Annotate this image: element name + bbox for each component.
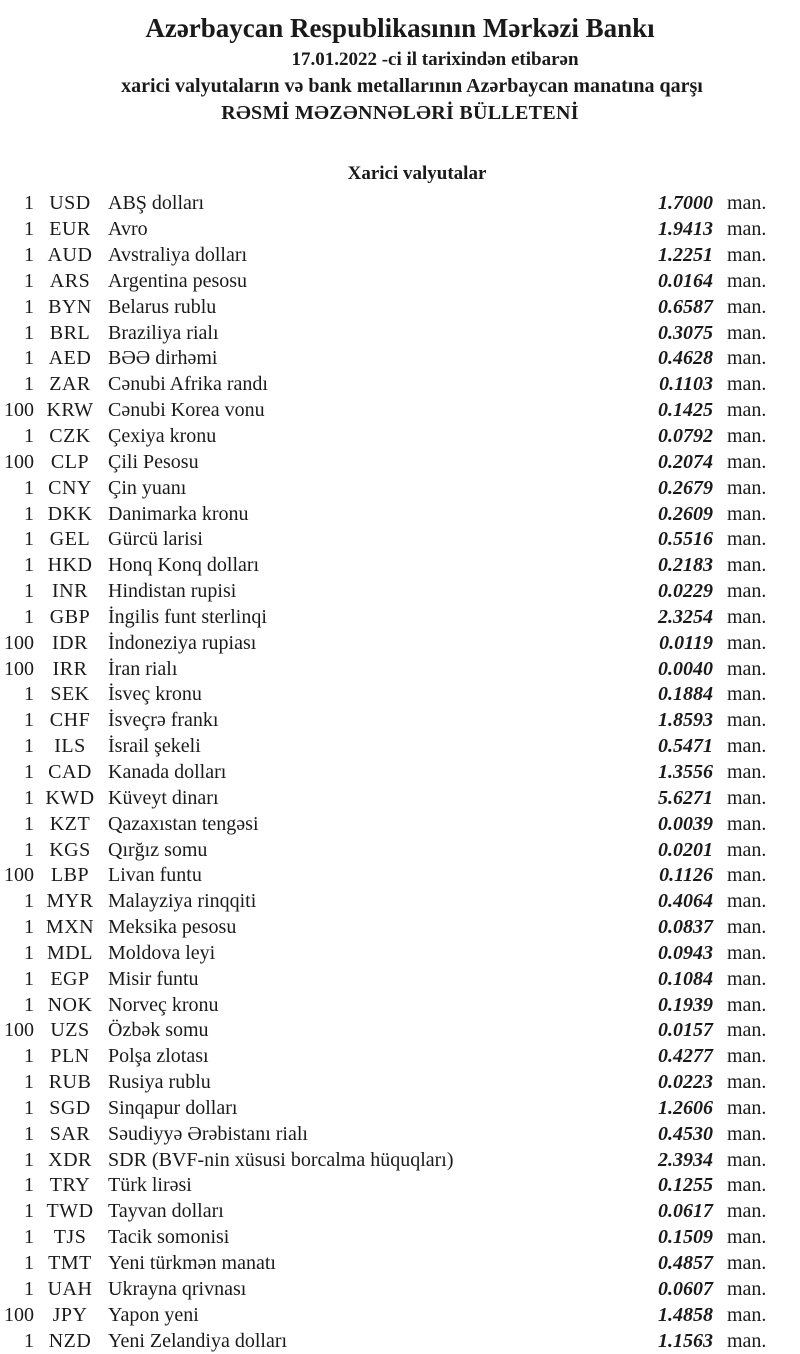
currency-name: Polşa zlotası xyxy=(108,1045,209,1068)
effective-date-line xyxy=(0,48,800,72)
currency-unit-label: man. xyxy=(727,1096,767,1119)
currency-quantity: 1 xyxy=(24,1122,34,1145)
currency-name: Sinqapur dolları xyxy=(108,1096,238,1119)
currency-quantity: 1 xyxy=(24,580,34,603)
currency-unit-label: man. xyxy=(727,1019,767,1042)
currency-code: AED xyxy=(48,347,92,370)
currency-code: UZS xyxy=(50,1019,90,1042)
table-row xyxy=(0,424,800,450)
currency-code: EGP xyxy=(50,967,90,990)
currency-name: Tayvan dolları xyxy=(108,1200,224,1223)
currency-rate: 0.0157 xyxy=(658,1019,713,1042)
table-row xyxy=(0,915,800,941)
currency-rate: 1.2606 xyxy=(658,1096,713,1119)
currency-name: Cənubi Korea vonu xyxy=(108,399,265,422)
table-row xyxy=(0,553,800,579)
currency-unit-label: man. xyxy=(727,244,767,267)
currency-quantity: 1 xyxy=(24,890,34,913)
currency-quantity: 100 xyxy=(4,657,34,680)
currency-unit-label: man. xyxy=(727,683,767,706)
currency-code: CNY xyxy=(48,476,92,499)
currency-unit-label: man. xyxy=(727,1200,767,1223)
currency-unit-label: man. xyxy=(727,1277,767,1300)
table-row xyxy=(0,734,800,760)
table-row xyxy=(0,785,800,811)
currency-quantity: 100 xyxy=(4,399,34,422)
currency-name: Misir funtu xyxy=(108,967,199,990)
currency-code: RUB xyxy=(48,1071,92,1094)
table-row xyxy=(0,708,800,734)
currency-unit-label: man. xyxy=(727,347,767,370)
currency-quantity: 1 xyxy=(24,425,34,448)
currency-code: INR xyxy=(52,580,88,603)
currency-quantity: 1 xyxy=(24,941,34,964)
currency-quantity: 1 xyxy=(24,528,34,551)
table-row xyxy=(0,889,800,915)
currency-quantity: 1 xyxy=(24,709,34,732)
currency-rate: 0.2609 xyxy=(658,502,713,525)
currency-quantity: 1 xyxy=(24,347,34,370)
currency-name: Rusiya rublu xyxy=(108,1071,211,1094)
currency-unit-label: man. xyxy=(727,1045,767,1068)
currency-quantity: 100 xyxy=(4,631,34,654)
currency-rate: 2.3934 xyxy=(658,1148,713,1171)
currency-rate: 0.0837 xyxy=(658,916,713,939)
table-row xyxy=(0,1199,800,1225)
currency-code: TRY xyxy=(49,1174,91,1197)
currency-rate: 0.1884 xyxy=(658,683,713,706)
currency-rate: 0.0201 xyxy=(658,838,713,861)
currency-quantity: 100 xyxy=(4,1303,34,1326)
currency-name: Türk lirəsi xyxy=(108,1174,192,1197)
currency-quantity: 1 xyxy=(24,838,34,861)
currency-quantity: 1 xyxy=(24,1329,34,1352)
currency-name: Yapon yeni xyxy=(108,1303,199,1326)
currency-quantity: 1 xyxy=(24,916,34,939)
table-row xyxy=(0,1276,800,1302)
currency-code: DKK xyxy=(47,502,93,525)
currency-quantity: 1 xyxy=(24,967,34,990)
currency-quantity: 1 xyxy=(24,760,34,783)
currency-unit-label: man. xyxy=(727,760,767,783)
currency-rate: 0.0040 xyxy=(658,657,713,680)
currency-quantity: 1 xyxy=(24,1071,34,1094)
currency-quantity: 1 xyxy=(24,269,34,292)
currency-code: USD xyxy=(49,192,91,215)
currency-rate: 0.5471 xyxy=(658,735,713,758)
currency-unit-label: man. xyxy=(727,580,767,603)
currency-rate: 0.4530 xyxy=(658,1122,713,1145)
currency-name: İsrail şekeli xyxy=(108,735,201,758)
currency-code: ZAR xyxy=(49,373,91,396)
currency-quantity: 1 xyxy=(24,1148,34,1171)
currency-unit-label: man. xyxy=(727,838,767,861)
currency-quantity: 1 xyxy=(24,1277,34,1300)
currency-name: Norveç kronu xyxy=(108,993,219,1016)
currency-name: İngilis funt sterlinqi xyxy=(108,605,267,628)
currency-name: Çili Pesosu xyxy=(108,450,199,473)
currency-code: MXN xyxy=(45,916,95,939)
currency-quantity: 1 xyxy=(24,373,34,396)
currency-rate: 0.0039 xyxy=(658,812,713,835)
currency-code: HKD xyxy=(47,554,93,577)
currency-quantity: 1 xyxy=(24,812,34,835)
table-row xyxy=(0,372,800,398)
currency-name: Belarus rublu xyxy=(108,295,217,318)
currency-quantity: 1 xyxy=(24,502,34,525)
table-row xyxy=(0,760,800,786)
table-row xyxy=(0,294,800,320)
currency-name: Livan funtu xyxy=(108,864,202,887)
currency-name: Honq Konq dolları xyxy=(108,554,260,577)
table-row xyxy=(0,1328,800,1354)
currency-unit-label: man. xyxy=(727,269,767,292)
currency-unit-label: man. xyxy=(727,605,767,628)
currency-quantity: 1 xyxy=(24,1174,34,1197)
currency-unit-label: man. xyxy=(727,812,767,835)
currency-name: Yeni Zelandiya dolları xyxy=(108,1329,288,1352)
table-row xyxy=(0,320,800,346)
table-row xyxy=(0,527,800,553)
table-row xyxy=(0,966,800,992)
currency-unit-label: man. xyxy=(727,1252,767,1275)
currency-rate: 0.1939 xyxy=(658,993,713,1016)
currency-unit-label: man. xyxy=(727,1303,767,1326)
table-row xyxy=(0,682,800,708)
table-row xyxy=(0,1096,800,1122)
currency-quantity: 100 xyxy=(4,450,34,473)
table-row xyxy=(0,1121,800,1147)
currency-quantity: 1 xyxy=(24,295,34,318)
currency-unit-label: man. xyxy=(727,657,767,680)
currency-unit-label: man. xyxy=(727,1174,767,1197)
currency-name: ABŞ dolları xyxy=(108,192,205,215)
currency-unit-label: man. xyxy=(727,735,767,758)
currency-name: Səudiyyə Ərəbistanı rialı xyxy=(108,1122,308,1145)
currency-quantity: 1 xyxy=(24,218,34,241)
currency-rate: 0.0617 xyxy=(658,1200,713,1223)
currency-unit-label: man. xyxy=(727,502,767,525)
currency-code: TWD xyxy=(46,1200,94,1223)
currency-name: Meksika pesosu xyxy=(108,916,237,939)
currency-quantity: 1 xyxy=(24,476,34,499)
currency-rate: 0.0223 xyxy=(658,1071,713,1094)
currency-rate: 1.2251 xyxy=(658,244,713,267)
currency-quantity: 1 xyxy=(24,683,34,706)
currency-code: AUD xyxy=(47,244,93,267)
currency-name: Gürcü larisi xyxy=(108,528,203,551)
currency-rate: 2.3254 xyxy=(658,605,713,628)
currency-name: Ukrayna qrivnası xyxy=(108,1277,247,1300)
currency-code: KZT xyxy=(49,812,91,835)
table-row xyxy=(0,1251,800,1277)
currency-name: Çexiya kronu xyxy=(108,425,217,448)
table-row xyxy=(0,579,800,605)
currency-name: Qazaxıstan tengəsi xyxy=(108,812,259,835)
currency-unit-label: man. xyxy=(727,218,767,241)
currency-rate: 0.6587 xyxy=(658,295,713,318)
currency-unit-label: man. xyxy=(727,1148,767,1171)
table-row xyxy=(0,191,800,217)
currency-unit-label: man. xyxy=(727,399,767,422)
currency-quantity: 1 xyxy=(24,192,34,215)
table-row xyxy=(0,605,800,631)
currency-rate: 0.4628 xyxy=(658,347,713,370)
currency-code: LBP xyxy=(50,864,90,887)
currency-unit-label: man. xyxy=(727,450,767,473)
bulletin-title: RƏSMİ MƏZƏNNƏLƏRİ BÜLLETENİ xyxy=(221,102,579,124)
currency-unit-label: man. xyxy=(727,295,767,318)
currency-unit-label: man. xyxy=(727,631,767,654)
table-row xyxy=(0,449,800,475)
currency-code: GEL xyxy=(49,528,91,551)
table-row xyxy=(0,863,800,889)
currency-rate: 0.0943 xyxy=(658,941,713,964)
table-row xyxy=(0,1018,800,1044)
currency-code: CLP xyxy=(50,450,90,473)
currency-code: IRR xyxy=(52,657,88,680)
currency-code: BYN xyxy=(48,295,92,318)
currency-name: SDR (BVF-nin xüsusi borcalma hüquqları) xyxy=(108,1148,454,1171)
table-row xyxy=(0,837,800,863)
currency-rate: 0.1425 xyxy=(658,399,713,422)
currency-name: İsveçrə frankı xyxy=(108,709,219,732)
effective-date-suffix: -ci il tarixindən etibarən xyxy=(376,49,579,70)
table-row xyxy=(0,501,800,527)
currency-code: MYR xyxy=(46,890,94,913)
currency-code: PLN xyxy=(50,1045,90,1068)
currency-rate: 1.1563 xyxy=(658,1329,713,1352)
currency-code: JPY xyxy=(52,1303,88,1326)
currency-name: Hindistan rupisi xyxy=(108,580,237,603)
currency-rate: 0.1103 xyxy=(659,373,713,396)
currency-code: XDR xyxy=(48,1148,92,1171)
currency-unit-label: man. xyxy=(727,554,767,577)
currency-rate: 0.2074 xyxy=(658,450,713,473)
table-row xyxy=(0,1070,800,1096)
currency-rate: 0.1509 xyxy=(658,1226,713,1249)
currency-code: SEK xyxy=(50,683,90,706)
table-row xyxy=(0,940,800,966)
bank-title: Azərbaycan Respublikasının Mərkəzi Bankı xyxy=(145,13,655,43)
currency-code: GBP xyxy=(49,605,91,628)
currency-rate: 1.7000 xyxy=(658,192,713,215)
table-row xyxy=(0,811,800,837)
table-row xyxy=(0,269,800,295)
currency-unit-label: man. xyxy=(727,528,767,551)
currency-code: KGS xyxy=(49,838,91,861)
table-row xyxy=(0,1225,800,1251)
currency-unit-label: man. xyxy=(727,476,767,499)
currency-name: Çin yuanı xyxy=(108,476,187,499)
currency-unit-label: man. xyxy=(727,373,767,396)
currency-code: SAR xyxy=(49,1122,91,1145)
currency-code: NZD xyxy=(48,1329,92,1352)
scope-line: xarici valyutaların və bank metallarının Azərbaycan manatına qarşı xyxy=(121,75,703,97)
currency-rate: 0.1255 xyxy=(658,1174,713,1197)
currency-code: MDL xyxy=(47,941,93,964)
currency-unit-label: man. xyxy=(727,890,767,913)
currency-unit-label: man. xyxy=(727,425,767,448)
currency-rate: 0.0229 xyxy=(658,580,713,603)
currency-rate: 0.2183 xyxy=(658,554,713,577)
currency-quantity: 100 xyxy=(4,1019,34,1042)
currency-name: Yeni türkmən manatı xyxy=(108,1252,276,1275)
currency-name: Qırğız somu xyxy=(108,838,208,861)
currency-rate: 0.1126 xyxy=(659,864,713,887)
currency-name: Tacik somonisi xyxy=(108,1226,230,1249)
currency-rate: 0.0119 xyxy=(659,631,713,654)
section-heading-foreign-currencies: Xarici valyutalar xyxy=(347,163,487,184)
currency-name: Danimarka kronu xyxy=(108,502,249,525)
currency-name: Avro xyxy=(108,218,148,241)
currency-name: İndoneziya rupiası xyxy=(108,631,257,654)
currency-code: NOK xyxy=(47,993,93,1016)
currency-code: TMT xyxy=(48,1252,92,1275)
currency-unit-label: man. xyxy=(727,1071,767,1094)
currency-rate: 0.3075 xyxy=(658,321,713,344)
currency-name: Küveyt dinarı xyxy=(108,786,219,809)
currency-quantity: 1 xyxy=(24,993,34,1016)
currency-rate: 5.6271 xyxy=(658,786,713,809)
currency-name: Moldova leyi xyxy=(108,941,216,964)
currency-unit-label: man. xyxy=(727,916,767,939)
table-row xyxy=(0,630,800,656)
currency-unit-label: man. xyxy=(727,709,767,732)
currency-unit-label: man. xyxy=(727,786,767,809)
currency-unit-label: man. xyxy=(727,864,767,887)
currency-name: Braziliya rialı xyxy=(108,321,219,344)
currency-rate: 0.5516 xyxy=(658,528,713,551)
currency-unit-label: man. xyxy=(727,993,767,1016)
currency-name: İran rialı xyxy=(108,657,178,680)
currency-rate: 0.4857 xyxy=(658,1252,713,1275)
currency-quantity: 1 xyxy=(24,1200,34,1223)
table-row xyxy=(0,475,800,501)
currency-rate: 1.4858 xyxy=(658,1303,713,1326)
effective-date: 17.01.2022 xyxy=(291,49,377,70)
currency-code: ARS xyxy=(49,269,91,292)
currency-rate: 0.0607 xyxy=(658,1277,713,1300)
currency-rate: 0.0792 xyxy=(658,425,713,448)
currency-code: SGD xyxy=(49,1096,91,1119)
currency-unit-label: man. xyxy=(727,321,767,344)
currency-quantity: 1 xyxy=(24,735,34,758)
currency-quantity: 100 xyxy=(4,864,34,887)
currency-quantity: 1 xyxy=(24,321,34,344)
currency-quantity: 1 xyxy=(24,244,34,267)
rates-table xyxy=(0,191,800,1354)
currency-name: İsveç kronu xyxy=(108,683,202,706)
currency-rate: 0.0164 xyxy=(658,269,713,292)
currency-code: ILS xyxy=(54,735,86,758)
currency-code: CZK xyxy=(49,425,91,448)
currency-name: Malayziya rinqqiti xyxy=(108,890,257,913)
table-row xyxy=(0,1147,800,1173)
table-row xyxy=(0,1044,800,1070)
currency-code: TJS xyxy=(53,1226,87,1249)
currency-unit-label: man. xyxy=(727,1122,767,1145)
table-row xyxy=(0,243,800,269)
currency-rate: 0.4277 xyxy=(658,1045,713,1068)
currency-quantity: 1 xyxy=(24,786,34,809)
currency-rate: 1.8593 xyxy=(658,709,713,732)
currency-name: Avstraliya dolları xyxy=(108,244,248,267)
currency-code: IDR xyxy=(52,631,88,654)
currency-name: Argentina pesosu xyxy=(108,269,248,292)
currency-name: Kanada dolları xyxy=(108,760,227,783)
currency-quantity: 1 xyxy=(24,1252,34,1275)
currency-quantity: 1 xyxy=(24,1096,34,1119)
currency-unit-label: man. xyxy=(727,941,767,964)
currency-rate: 1.3556 xyxy=(658,760,713,783)
currency-unit-label: man. xyxy=(727,192,767,215)
currency-code: KRW xyxy=(46,399,94,422)
currency-unit-label: man. xyxy=(727,967,767,990)
currency-code: UAH xyxy=(47,1277,93,1300)
currency-rate: 0.2679 xyxy=(658,476,713,499)
currency-unit-label: man. xyxy=(727,1226,767,1249)
table-row xyxy=(0,217,800,243)
currency-rate: 0.1084 xyxy=(658,967,713,990)
currency-unit-label: man. xyxy=(727,1329,767,1352)
table-row xyxy=(0,1302,800,1328)
table-row xyxy=(0,656,800,682)
currency-code: CAD xyxy=(48,760,92,783)
table-row xyxy=(0,398,800,424)
currency-quantity: 1 xyxy=(24,605,34,628)
currency-code: EUR xyxy=(49,218,91,241)
currency-name: BƏƏ dirhəmi xyxy=(108,347,218,370)
table-row xyxy=(0,1173,800,1199)
currency-name: Cənubi Afrika randı xyxy=(108,373,268,396)
currency-code: BRL xyxy=(49,321,91,344)
currency-code: KWD xyxy=(45,786,95,809)
currency-quantity: 1 xyxy=(24,1045,34,1068)
currency-quantity: 1 xyxy=(24,554,34,577)
currency-rate: 1.9413 xyxy=(658,218,713,241)
currency-rate: 0.4064 xyxy=(658,890,713,913)
table-row xyxy=(0,346,800,372)
currency-quantity: 1 xyxy=(24,1226,34,1249)
currency-name: Özbək somu xyxy=(108,1019,209,1042)
currency-code: CHF xyxy=(49,709,91,732)
table-row xyxy=(0,992,800,1018)
